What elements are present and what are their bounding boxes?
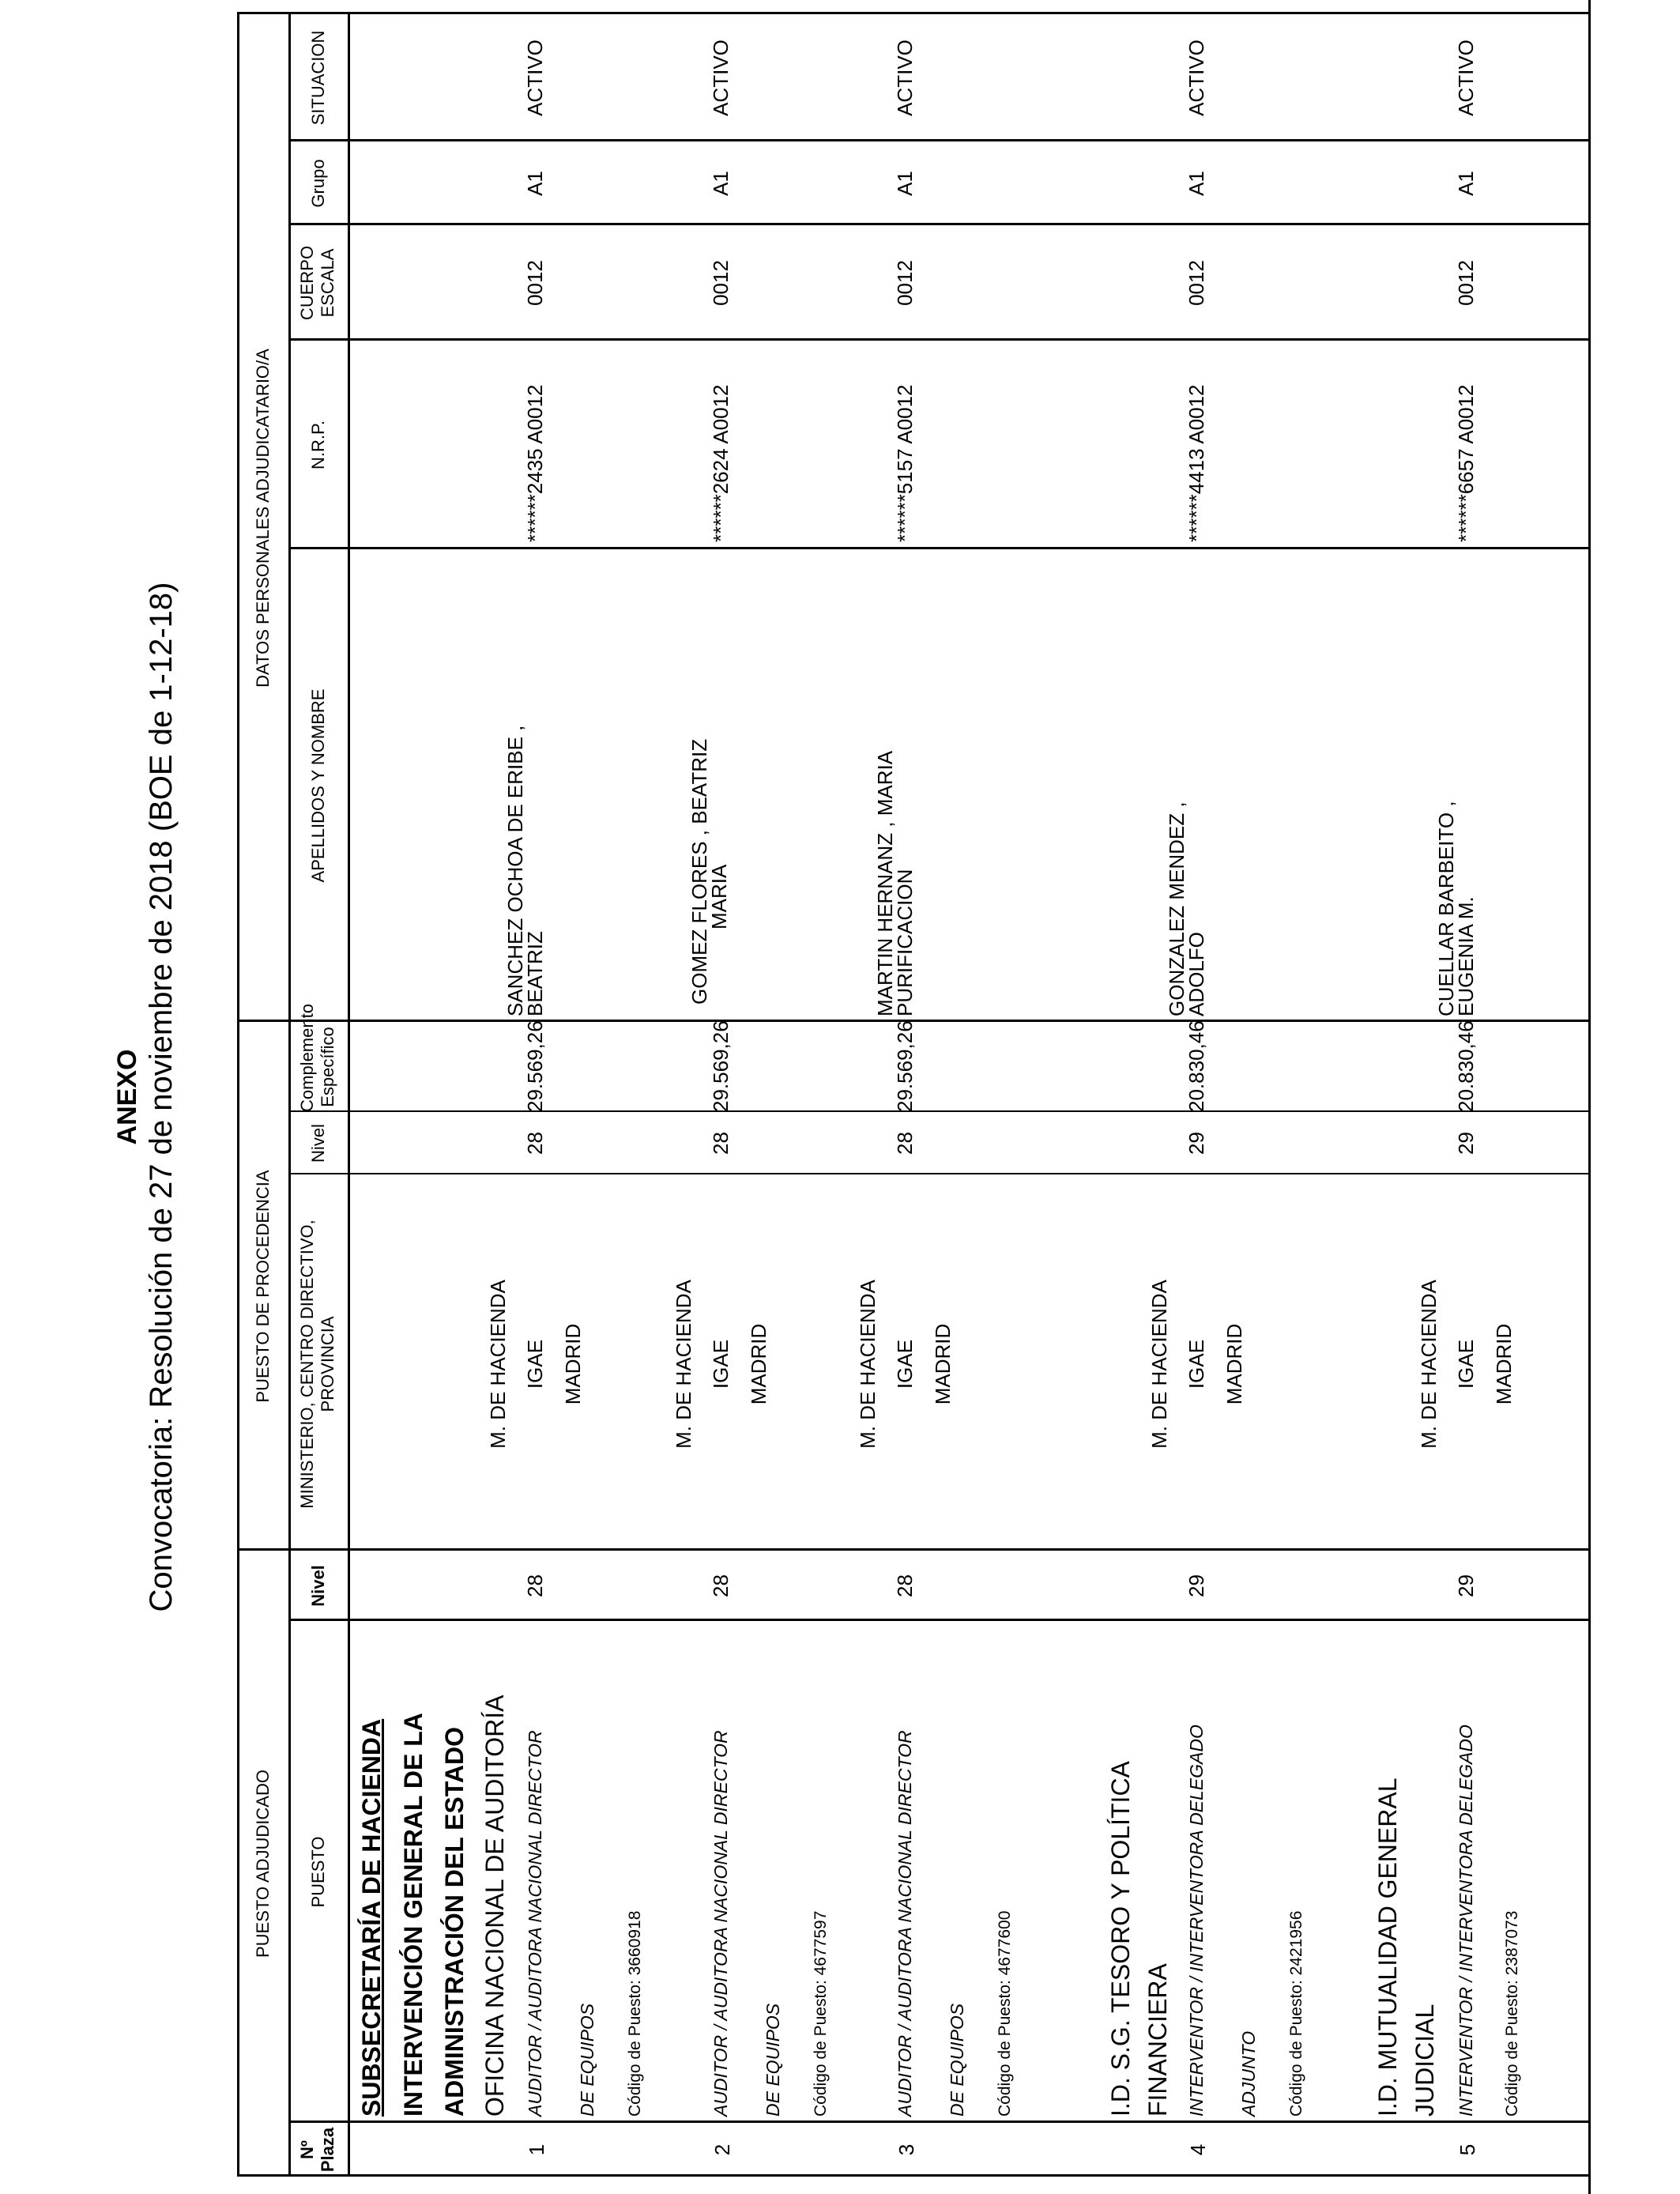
col-header-ministerio: MINISTERIO, CENTRO DIRECTIVO, PROVINCIA [297, 1220, 337, 1509]
nivel-procedencia-value: 28 [893, 1132, 917, 1155]
nivel-procedencia-value: 29 [1454, 1132, 1478, 1155]
plaza-number: 3 [895, 2143, 918, 2156]
col-header-nivel: Nivel [308, 1565, 328, 1607]
col-header-situacion: SITUACION [308, 30, 328, 126]
provincia-value: MADRID [1222, 1323, 1246, 1405]
puesto-title: INTERVENTOR / INTERVENTORA DELEGADO [1456, 1725, 1476, 2117]
col-header-cuerpo: CUERPO ESCALA [297, 245, 337, 321]
grupo-value: A1 [893, 171, 917, 196]
org-mutualidad-line2: JUDICIAL [1411, 2004, 1439, 2117]
nivel-value: 28 [709, 1574, 733, 1597]
col-border-9 [288, 223, 1588, 225]
col-header-plaza: Nº Plaza [297, 2127, 337, 2173]
apellidos-nombre-line1: CUELLAR BARBEITO , [1434, 801, 1458, 1016]
puesto-title: INTERVENTOR / INTERVENTORA DELEGADO [1186, 1725, 1207, 2117]
col-header-grupo: Grupo [308, 159, 328, 208]
group-datos-personales: DATOS PERSONALES ADJUDICATARIO/A [253, 349, 273, 688]
grupo-value: A1 [709, 171, 733, 196]
apellidos-nombre-line2: EUGENIA M. [1454, 896, 1478, 1016]
provincia-value: MADRID [931, 1323, 955, 1405]
col-header-puesto: PUESTO [308, 1836, 328, 1908]
cuerpo-escala-value: 0012 [893, 260, 917, 306]
codigo-puesto: Código de Puesto: 3660918 [626, 1910, 644, 2117]
puesto-title: AUDITOR / AUDITORA NACIONAL DIRECTOR [895, 1730, 915, 2117]
group-puesto-procedencia: PUESTO DE PROCEDENCIA [253, 1170, 273, 1403]
col-header-nrp: N.R.P. [308, 420, 328, 469]
nrp-value: ******5157 A0012 [893, 384, 917, 542]
codigo-puesto: Código de Puesto: 2421956 [1287, 1910, 1305, 2117]
nrp-value: ******6657 A0012 [1454, 384, 1478, 542]
situacion-value: ACTIVO [1454, 40, 1478, 116]
nivel-value: 28 [893, 1574, 917, 1597]
situacion-value: ACTIVO [893, 40, 917, 116]
codigo-puesto: Código de Puesto: 4677597 [812, 1910, 830, 2117]
col-border-8 [288, 338, 1588, 341]
group-puesto-adjudicado: PUESTO ADJUDICADO [253, 1770, 273, 1958]
ministerio-value: M. DE HACIENDA [486, 1280, 510, 1449]
complemento-value: 29.569,26 [709, 1020, 733, 1112]
apellidos-nombre-line1: GONZALEZ MENDEZ , [1165, 801, 1188, 1016]
centro-directivo-value: IGAE [523, 1339, 547, 1389]
situacion-value: ACTIVO [523, 40, 547, 116]
plaza-number: 2 [710, 2143, 734, 2156]
provincia-value: MADRID [561, 1323, 585, 1405]
grupo-value: A1 [1185, 171, 1208, 196]
nivel-procedencia-value: 29 [1185, 1132, 1208, 1155]
document-subtitle: Convocatoria: Resolución de 27 de noviembre de 2018 (BOE de 1-12-18) [144, 582, 179, 1612]
org-igae-line2: ADMINISTRACIÓN DEL ESTADO [440, 1726, 469, 2117]
codigo-puesto: Código de Puesto: 2387073 [1503, 1910, 1521, 2117]
col-border-4 [288, 1173, 1588, 1174]
complemento-value: 20.830,46 [1454, 1020, 1478, 1112]
apellidos-nombre-line2: PURIFICACION [893, 869, 917, 1016]
col-border-1 [288, 2120, 1588, 2123]
nivel-value: 29 [1185, 1574, 1208, 1597]
puesto-title: AUDITOR / AUDITORA NACIONAL DIRECTOR [525, 1730, 545, 2117]
centro-directivo-value: IGAE [1454, 1339, 1478, 1389]
org-subsecretaria: SUBSECRETARÍA DE HACIENDA [357, 1718, 386, 2117]
nivel-procedencia-value: 28 [709, 1132, 733, 1155]
col-header-complemento: Complemento Específico [297, 1004, 337, 1112]
provincia-value: MADRID [1492, 1323, 1516, 1405]
nivel-value: 28 [523, 1574, 547, 1597]
org-igae-line1: INTERVENCIÓN GENERAL DE LA [399, 1713, 428, 2117]
puesto-title: AUDITOR / AUDITORA NACIONAL DIRECTOR [710, 1730, 731, 2117]
complemento-value: 29.569,26 [893, 1020, 917, 1112]
grupo-value: A1 [523, 171, 547, 196]
col-header-nivel-procedencia: Nivel [308, 1124, 328, 1163]
puesto-title-cont: DE EQUIPOS [763, 2003, 783, 2117]
document-title: ANEXO [112, 1049, 142, 1145]
complemento-value: 29.569,26 [523, 1020, 547, 1112]
ministerio-value: M. DE HACIENDA [856, 1280, 880, 1449]
col-header-apellidos: APELLIDOS Y NOMBRE [308, 688, 328, 883]
plaza-number: 1 [525, 2143, 548, 2156]
org-mutualidad-line1: I.D. MUTUALIDAD GENERAL [1373, 1777, 1402, 2117]
provincia-value: MADRID [747, 1323, 770, 1405]
cuerpo-escala-value: 0012 [709, 260, 733, 306]
ministerio-value: M. DE HACIENDA [672, 1280, 695, 1449]
grupo-value: A1 [1454, 171, 1478, 196]
cuerpo-escala-value: 0012 [1454, 260, 1478, 306]
col-border-5 [288, 1110, 1588, 1112]
table-bottom-border [1588, 0, 1591, 2194]
apellidos-nombre-line1: SANCHEZ OCHOA DE ERIBE , [503, 725, 527, 1016]
apellidos-nombre-line1: MARTIN HERNANZ , MARIA [873, 750, 897, 1016]
cuerpo-escala-value: 0012 [1185, 260, 1208, 306]
ministerio-value: M. DE HACIENDA [1417, 1280, 1441, 1449]
nivel-procedencia-value: 28 [523, 1132, 547, 1155]
codigo-puesto: Código de Puesto: 4677600 [996, 1910, 1014, 2117]
nrp-value: ******2435 A0012 [523, 384, 547, 542]
apellidos-nombre-line2: ADOLFO [1185, 932, 1208, 1016]
situacion-value: ACTIVO [709, 40, 733, 116]
puesto-title-cont: ADJUNTO [1238, 2030, 1259, 2117]
situacion-value: ACTIVO [1185, 40, 1208, 116]
ministerio-value: M. DE HACIENDA [1147, 1280, 1171, 1449]
nrp-value: ******2624 A0012 [709, 384, 733, 542]
table-top-border [237, 14, 239, 2177]
nivel-value: 29 [1454, 1574, 1478, 1597]
col-border-2 [288, 1619, 1588, 1621]
complemento-value: 20.830,46 [1185, 1020, 1208, 1112]
puesto-title-cont: DE EQUIPOS [947, 2003, 967, 2117]
centro-directivo-value: IGAE [709, 1339, 733, 1389]
cuerpo-escala-value: 0012 [523, 260, 547, 306]
org-tesoro-line1: I.D. S.G. TESORO Y POLÍTICA [1106, 1761, 1135, 2117]
plaza-number: 5 [1456, 2143, 1479, 2156]
centro-directivo-value: IGAE [1185, 1339, 1208, 1389]
org-oficina-auditoria: OFICINA NACIONAL DE AUDITORÍA [480, 1695, 509, 2117]
apellidos-nombre-line2: MARIA [707, 864, 731, 929]
col-border-10 [288, 139, 1588, 141]
org-tesoro-line2: FINANCIERA [1143, 1963, 1172, 2117]
col-border-7 [288, 547, 1588, 549]
puesto-title-cont: DE EQUIPOS [577, 2003, 597, 2117]
apellidos-nombre-line2: BEATRIZ [523, 931, 547, 1016]
apellidos-nombre-line1: GOMEZ FLORES , BEATRIZ [687, 738, 711, 1005]
nrp-value: ******4413 A0012 [1185, 384, 1208, 542]
centro-directivo-value: IGAE [893, 1339, 917, 1389]
plaza-number: 4 [1186, 2143, 1210, 2156]
